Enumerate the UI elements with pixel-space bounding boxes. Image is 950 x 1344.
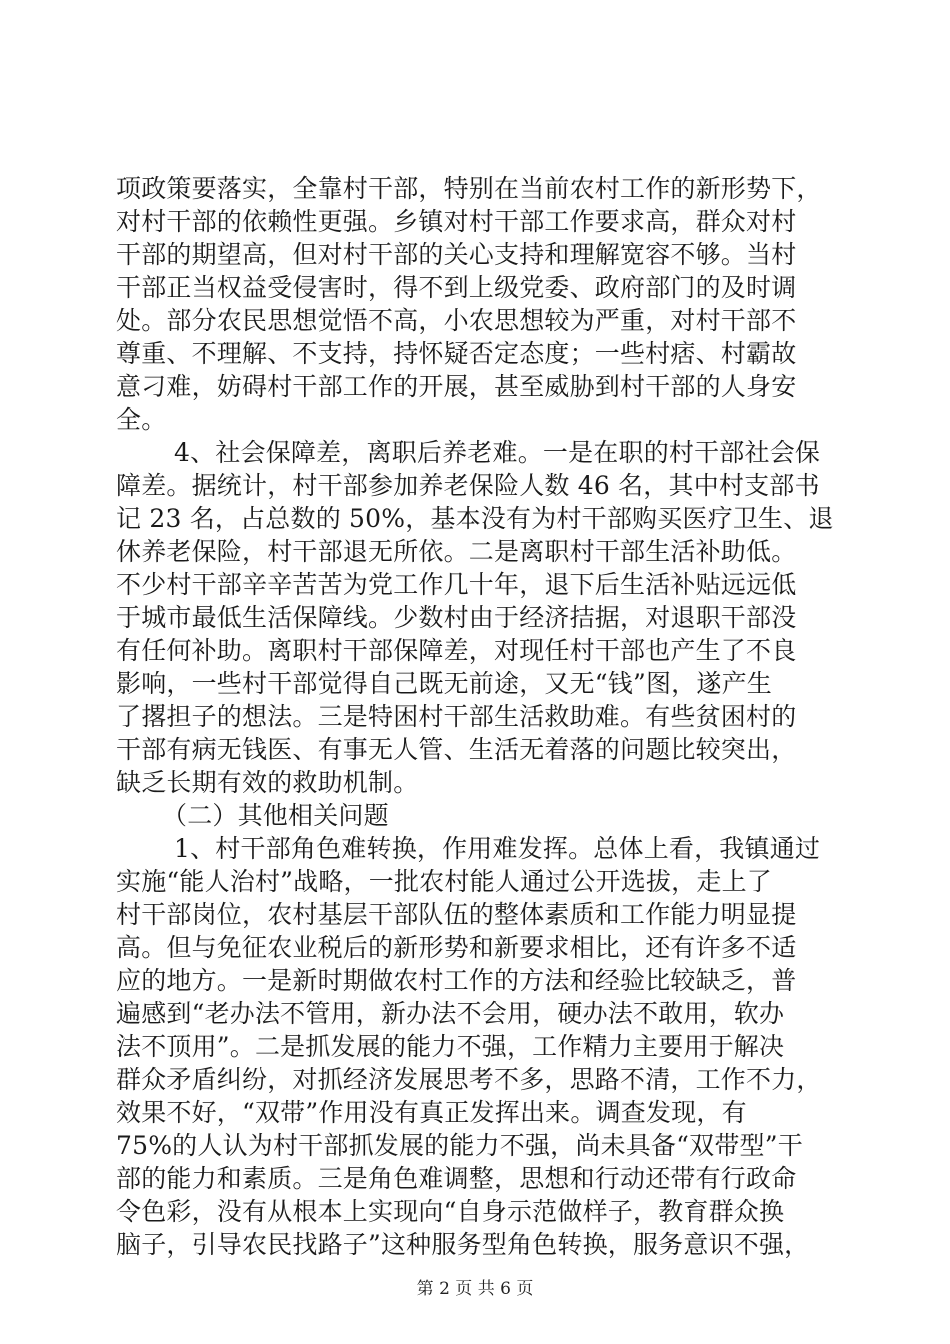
text-line: 效果不好，“双带”作用没有真正发挥出来。调查发现，有 <box>116 1098 747 1127</box>
document-body <box>116 172 836 1261</box>
text-line: 村干部岗位，农村基层干部队伍的整体素质和工作能力明显提 <box>116 900 797 929</box>
text-line: 群众矛盾纠纷，对抓经济发展思考不多，思路不清，工作不力， <box>116 1065 822 1094</box>
paragraph-social-security <box>116 436 836 799</box>
text-line: 全。 <box>116 405 167 434</box>
text-line: 有任何补助。离职村干部保障差，对现任村干部也产生了不良 <box>116 636 797 665</box>
paragraph-continuation <box>116 172 836 436</box>
text-line: 项政策要落实，全靠村干部，特别在当前农村工作的新形势下， <box>116 174 822 203</box>
text-line: 不少村干部辛辛苦苦为党工作几十年，退下后生活补贴远远低 <box>116 570 797 599</box>
text-line: 实施“能人治村”战略，一批农村能人通过公开选拔，走上了 <box>116 867 772 896</box>
text-line: 部的能力和素质。三是角色难调整，思想和行动还带有行政命 <box>116 1164 797 1193</box>
text-line: 障差。据统计，村干部参加养老保险人数 46 名，其中村支部书 <box>116 471 820 500</box>
text-line: 意刁难，妨碍村干部工作的开展，甚至威胁到村干部的人身安 <box>116 372 797 401</box>
section-heading-text: （二）其他相关问题 <box>162 801 389 830</box>
text-line: 休养老保险，村干部退无所依。二是离职村干部生活补助低。 <box>116 537 797 566</box>
section-heading <box>116 799 836 832</box>
text-line: 记 23 名，占总数的 50%，基本没有为村干部购买医疗卫生、退 <box>116 504 834 533</box>
text-line: 干部的期望高，但对村干部的关心支持和理解宽容不够。当村 <box>116 240 797 269</box>
text-line: 法不顶用”。二是抓发展的能力不强，工作精力主要用于解决 <box>116 1032 785 1061</box>
text-line: 于城市最低生活保障线。少数村由于经济拮据，对退职干部没 <box>116 603 797 632</box>
text-line: 应的地方。一是新时期做农村工作的方法和经验比较缺乏，普 <box>116 966 797 995</box>
text-line: 干部正当权益受侵害时，得不到上级党委、政府部门的及时调 <box>116 273 797 302</box>
text-line: 75%的人认为村干部抓发展的能力不强，尚未具备“双带型”干 <box>116 1131 803 1160</box>
text-line: 4、社会保障差，离职后养老难。一是在职的村干部社会保 <box>174 438 821 467</box>
text-line: 尊重、不理解、不支持，持怀疑否定态度；一些村痞、村霸故 <box>116 339 797 368</box>
text-line: 处。部分农民思想觉悟不高，小农思想较为严重，对村干部不 <box>116 306 797 335</box>
text-line: 影响，一些村干部觉得自己既无前途，又无“钱”图，遂产生 <box>116 669 772 698</box>
page-number-label: 第 2 页 共 6 页 <box>416 1279 534 1299</box>
text-line: 1、村干部角色难转换，作用难发挥。总体上看，我镇通过 <box>174 834 821 863</box>
text-line: 干部有病无钱医、有事无人管、生活无着落的问题比较突出， <box>116 735 797 764</box>
text-line: 对村干部的依赖性更强。乡镇对村干部工作要求高，群众对村 <box>116 207 797 236</box>
text-line: 缺乏长期有效的救助机制。 <box>116 768 419 797</box>
paragraph-role-transition <box>116 832 836 1261</box>
text-line: 遍感到“老办法不管用，新办法不会用，硬办法不敢用，软办 <box>116 999 785 1028</box>
text-line: 了撂担子的想法。三是特困村干部生活救助难。有些贫困村的 <box>116 702 797 731</box>
page-footer <box>0 1274 950 1299</box>
text-line: 脑子，引导农民找路子”这种服务型角色转换，服务意识不强， <box>116 1230 810 1259</box>
text-line: 令色彩，没有从根本上实现向“自身示范做样子，教育群众换 <box>116 1197 785 1226</box>
text-line: 高。但与免征农业税后的新形势和新要求相比，还有许多不适 <box>116 933 797 962</box>
